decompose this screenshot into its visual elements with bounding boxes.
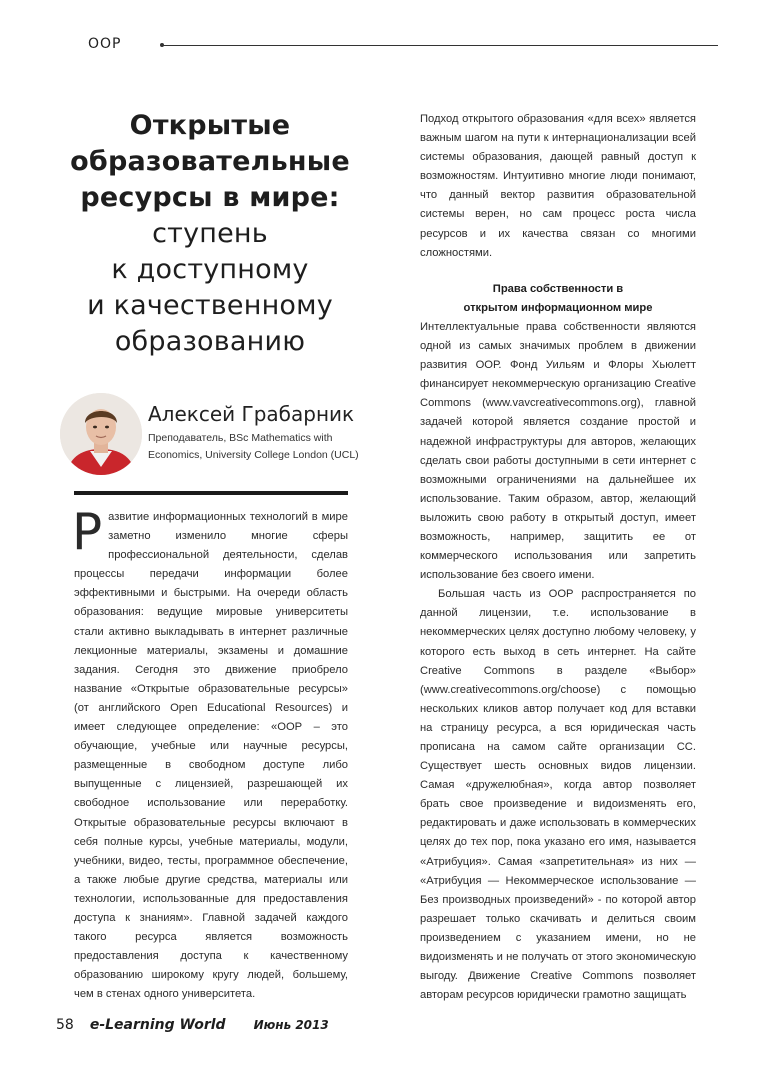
- article-title: [60, 108, 360, 360]
- page-footer: [56, 1017, 329, 1037]
- paragraph: Большая часть из ООР распространяется по данной лицензии, т.е. использование в некоммерческих целях доступно любому человеку, у которого есть выход в сеть интернет. На сайте Creative Commons в разделе «Выбор» (www.creativecommons.org/choose) с помощью нескольких кликов автор получает код для вставки на страницу ресурса, а вся юридическая часть прописана на самом сайте организации СС. Существует шесть основных видов лицензии. Самая «дружелюбная», когда автор позволяет брать свое произведение и видоизменять его, редактировать и даже использовать в коммерческих целях до тех пор, пока указано его имя, называется «Атрибуция». Самая «запретительная» из них — «Атрибуция — Некоммерческое использование — Без производных произведений» - по которой автор разрешает только скачивать и делиться своим произведением с указанием имени, но не видоизменять и не получать от этого экономическую выгоду. Движение Creative Commons позволяет авторам ресурсов юридически грамотно защищать: [420, 588, 696, 1002]
- title-line: образованию: [114, 326, 306, 357]
- subheading-line: Права собственности в: [492, 282, 624, 295]
- issue-date: Июнь 2013: [253, 1018, 329, 1032]
- author-role: Преподаватель, BSc Mathematics with Economics, University College London (UCL): [148, 432, 359, 461]
- drop-cap: Р: [72, 503, 103, 561]
- page-number: 58: [56, 1017, 74, 1033]
- paragraph: Подход открытого образования «для всех» является важным шагом на пути к интернационализации всей системы образования, дающей равный доступ к возможностям. Интуитивно многие люди понимают, что данный вектор развития образовательной системы верен, но сам процесс роста числа ресурсов и их качества связан со многими сложностями.: [420, 113, 696, 259]
- header-rule: [162, 45, 718, 46]
- title-line: Открытые: [129, 110, 291, 141]
- magazine-name: e-Learning World: [89, 1017, 226, 1033]
- title-line: к доступному: [111, 254, 309, 285]
- title-line: ступень: [152, 218, 268, 249]
- author-photo: [60, 393, 142, 475]
- subheading-line: открытом информационном мире: [463, 301, 653, 314]
- section-label: OOP: [88, 36, 122, 52]
- paragraph-text: азвитие информационных технологий в мире заметно изменило многие сферы профессиональной деятельности, сделав процессы передачи информации более эффективными и быстрыми. На очереди область образования: ведущие мировые университеты стали активно выкладывать в интернет различные лекционные материалы, экзамены и домашние задания. Сегодня это движение приобрело название «Открытые образовательные ресурсы» (от английского Open Educational Resources) и имеет следующее определение: «ООР – это обучающие, учебные или научные ресурсы, размещенные в свободном доступе либо выпущенные с лицензией, разрешающей их свободное использование или переработку. Открытые образовательные ресурсы включают в себя полные курсы, учебные материалы, модули, учебники, видео, тесты, программное обеспечение, а также любые другие средства, материалы или технологии, использованные для предоставления доступа к знаниям». Главной задачей каждого такого ресурса является возможность предоставления доступа к качественному образованию широкому кругу людей, большему, чем в стенах одного университета.: [74, 511, 348, 1001]
- subheading: [420, 280, 696, 318]
- right-column: [420, 110, 696, 1005]
- column-rule: [74, 491, 348, 495]
- left-column: [72, 503, 348, 1004]
- paragraph: [72, 503, 348, 1004]
- title-line: и качественному: [87, 290, 333, 321]
- title-line: ресурсы в мире:: [80, 182, 340, 213]
- paragraph: Интеллектуальные права собственности являются одной из самых значимых проблем в движении развития ООР. Фонд Уильям и Флоры Хьюлетт финансирует некоммерческую организацию Creative Commons (www.vavcreativecommons.org), главной задачей которой является создание простой и надежной инфраструктуры для авторов, желающих сделать свои работы доступными в сети интернет с возможными ограничениями на дальнейшее их использование. Таким образом, автор, желающий выложить свою работу в открытый доступ, имеет возможность, например, защитить ее от коммерческого использования или запретить использование без своего имени.: [420, 320, 696, 582]
- author-portrait-icon: [60, 393, 142, 475]
- author-name: Алексей Грабарник: [148, 402, 355, 426]
- title-line: образовательные: [70, 146, 350, 177]
